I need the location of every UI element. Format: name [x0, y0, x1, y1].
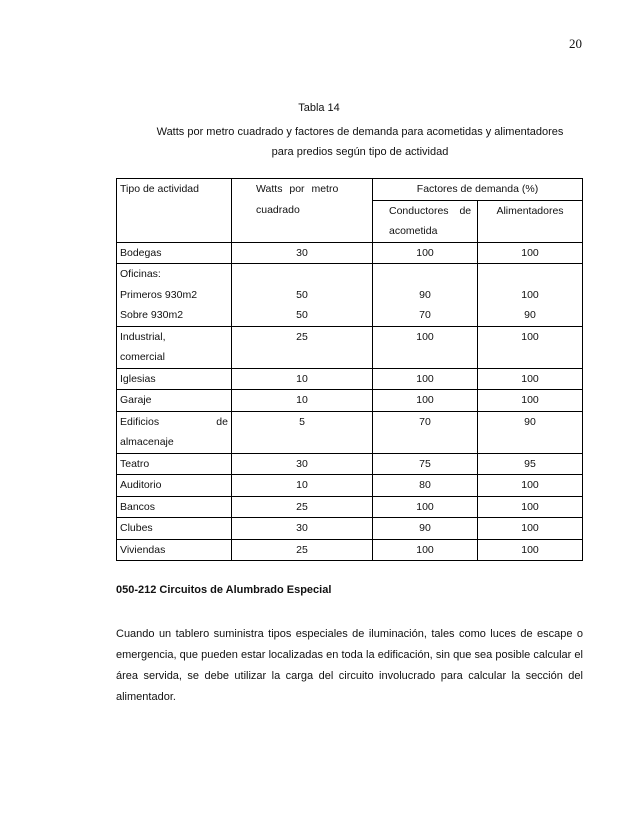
cell-alimentadores [478, 475, 583, 497]
cell-watts [232, 518, 373, 540]
cell-line: 100 [521, 479, 539, 491]
cell-line: 50 [296, 309, 308, 321]
cell-line [376, 264, 474, 285]
body-paragraph: Cuando un tablero suministra tipos especiales de iluminación, tales como luces de escape o emergencia, que pueden estar localizadas en toda la edificación, sin que sea posible calcular el área servida, se debe utilizar la carga del circuito involucrado para calcular la sección del alimentador. [116, 628, 583, 703]
cell-conductores [373, 496, 478, 518]
header-watts-line: cuadrado [256, 203, 300, 216]
table-row [117, 475, 583, 497]
cell-conductores [373, 368, 478, 390]
cell-line: 25 [296, 543, 308, 556]
cell-line: Edificios de [120, 415, 228, 428]
header-conductores-line: acometida [389, 225, 438, 237]
cell-line [235, 264, 369, 285]
table-row [117, 453, 583, 475]
cell-line: Bancos [120, 500, 156, 513]
cell-conductores [373, 539, 478, 561]
cell-tipo [117, 390, 232, 412]
table-row [117, 411, 583, 453]
cell-line: 100 [416, 500, 434, 513]
table-row [117, 539, 583, 561]
demand-factor-table [116, 178, 583, 561]
cell-line: Oficinas: [120, 268, 161, 280]
cell-line: 30 [296, 246, 308, 259]
cell-alimentadores [478, 326, 583, 368]
cell-line: Teatro [120, 457, 150, 470]
cell-watts [232, 539, 373, 561]
cell-line: 75 [419, 457, 431, 470]
cell-line: 30 [296, 522, 308, 534]
cell-line: 90 [524, 415, 536, 428]
cell-line: 25 [296, 500, 308, 513]
cell-line: Viviendas [120, 543, 166, 556]
cell-line: 10 [296, 479, 308, 491]
cell-watts [232, 242, 373, 264]
cell-line: 95 [524, 457, 536, 470]
cell-watts [232, 326, 373, 368]
cell-alimentadores [478, 518, 583, 540]
cell-line: almacenaje [120, 436, 174, 448]
cell-line: Bodegas [120, 246, 162, 259]
cell-line: 10 [296, 372, 308, 385]
header-factores: Factores de demanda (%) [373, 179, 583, 201]
cell-conductores [373, 264, 478, 327]
cell-alimentadores [478, 264, 583, 327]
cell-line: 70 [419, 415, 431, 428]
cell-watts [232, 411, 373, 453]
cell-line: Primeros 930m2 [120, 288, 198, 301]
table-row [117, 368, 583, 390]
cell-line: Sobre 930m2 [120, 309, 184, 321]
cell-line: 100 [521, 522, 539, 534]
table-row [117, 326, 583, 368]
cell-line: 70 [419, 309, 431, 321]
cell-line: 100 [416, 372, 434, 385]
cell-alimentadores [478, 368, 583, 390]
cell-tipo [117, 496, 232, 518]
table-header-row [117, 179, 583, 201]
section-heading: 050-212 Circuitos de Alumbrado Especial [116, 584, 332, 596]
cell-tipo [117, 518, 232, 540]
table-row [117, 518, 583, 540]
cell-line: 90 [419, 522, 431, 534]
cell-line: 100 [521, 543, 539, 556]
table-row [117, 264, 583, 327]
cell-conductores [373, 242, 478, 264]
cell-line: Industrial, [120, 330, 166, 343]
cell-line: 100 [521, 394, 539, 406]
cell-line: 50 [296, 288, 308, 301]
cell-line: 100 [416, 246, 434, 259]
header-conductores [373, 200, 478, 242]
cell-conductores [373, 453, 478, 475]
cell-line: Garaje [120, 394, 152, 406]
cell-conductores [373, 326, 478, 368]
cell-alimentadores [478, 453, 583, 475]
table-row [117, 390, 583, 412]
cell-watts [232, 453, 373, 475]
cell-watts [232, 475, 373, 497]
table-caption: Watts por metro cuadrado y factores de demanda para acometidas y alimentadores para predios según tipo de actividad [156, 126, 564, 158]
cell-line: 100 [521, 330, 539, 343]
header-tipo: Tipo de actividad [117, 179, 232, 243]
cell-tipo [117, 475, 232, 497]
cell-line: 90 [524, 309, 536, 321]
cell-line: 25 [296, 330, 308, 343]
cell-alimentadores [478, 242, 583, 264]
cell-alimentadores [478, 411, 583, 453]
table-number: Tabla 14 [298, 102, 340, 114]
header-conductores-line: Conductores de [389, 204, 472, 217]
cell-line [481, 264, 579, 285]
cell-alimentadores [478, 496, 583, 518]
cell-line: 100 [521, 500, 539, 513]
cell-line: 100 [416, 394, 434, 406]
cell-line: 100 [521, 288, 539, 301]
cell-conductores [373, 475, 478, 497]
cell-line: 100 [521, 372, 539, 385]
cell-watts [232, 264, 373, 327]
page-number: 20 [569, 36, 582, 51]
cell-line: 80 [419, 479, 431, 491]
cell-tipo [117, 411, 232, 453]
cell-watts [232, 368, 373, 390]
header-alimentadores: Alimentadores [478, 200, 583, 242]
cell-tipo [117, 242, 232, 264]
cell-conductores [373, 390, 478, 412]
cell-tipo [117, 453, 232, 475]
cell-line: Clubes [120, 522, 153, 534]
cell-line: Iglesias [120, 372, 156, 385]
table-row [117, 242, 583, 264]
cell-line: comercial [120, 351, 165, 363]
cell-tipo [117, 368, 232, 390]
cell-tipo [117, 326, 232, 368]
cell-alimentadores [478, 390, 583, 412]
cell-line: 30 [296, 457, 308, 470]
cell-alimentadores [478, 539, 583, 561]
cell-tipo [117, 539, 232, 561]
cell-conductores [373, 411, 478, 453]
cell-watts [232, 496, 373, 518]
header-watts [232, 179, 373, 243]
table-body [117, 242, 583, 561]
cell-line: 10 [296, 394, 308, 406]
table-row [117, 496, 583, 518]
cell-line: 90 [419, 288, 431, 301]
cell-line: 100 [521, 246, 539, 259]
cell-line: 100 [416, 330, 434, 343]
header-watts-line: Watts por metro [256, 183, 339, 195]
cell-tipo [117, 264, 232, 327]
cell-watts [232, 390, 373, 412]
cell-line: 100 [416, 543, 434, 556]
cell-conductores [373, 518, 478, 540]
cell-line: Auditorio [120, 479, 162, 491]
cell-line: 5 [299, 415, 305, 428]
